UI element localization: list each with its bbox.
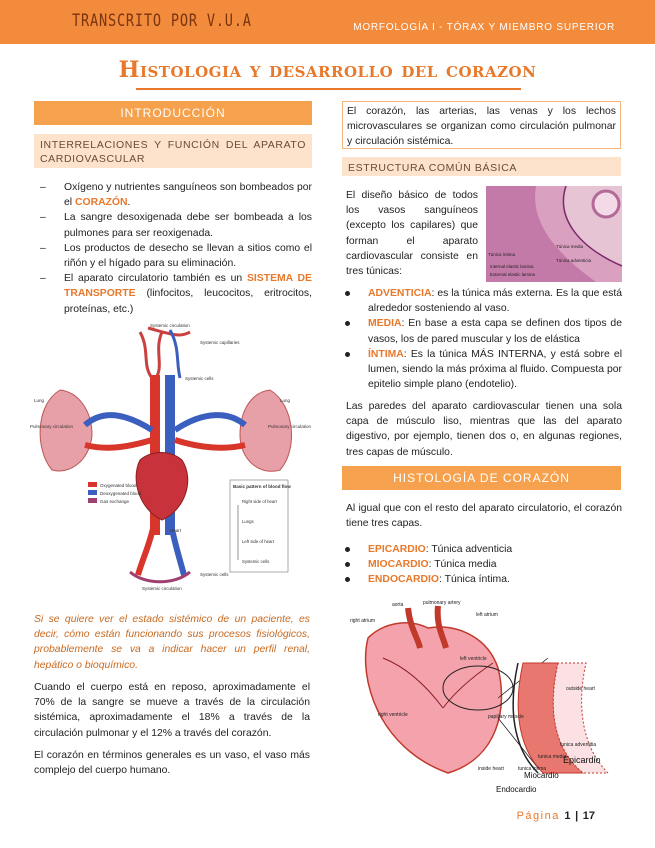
vessel-inset	[593, 191, 619, 217]
title-underline	[136, 88, 521, 90]
structure-heading-bar: ESTRUCTURA COMÚN BÁSICA	[342, 157, 621, 176]
legend-deoxy-swatch	[88, 490, 97, 495]
list-item: ADVENTICIA: es la túnica más externa. Es la que está alrededor sosteniendo al vaso.	[342, 286, 622, 316]
vessel-histology-image	[486, 186, 622, 282]
intro-heading-bar: INTRODUCCIÓN	[34, 101, 312, 125]
flow-step-3: Left side of heart	[242, 539, 275, 544]
label-outside-heart: outside heart	[566, 686, 595, 692]
heart-layers-list	[342, 542, 622, 588]
list-item: – El aparato circulatorio también es un SISTEMA DE TRANSPORTE (linfocitos, leucocitos, eritrocitos, proteínas, etc.)	[34, 271, 312, 317]
label-pulmonary-right: Pulmonary circulation	[268, 424, 312, 429]
heart-wall-diagram	[348, 598, 618, 796]
label-systemic-cells: Systemic cells	[185, 376, 214, 381]
list-item: – Los productos de desecho se llevan a sitios como el riñón y el hígado para su eliminación.	[34, 241, 312, 271]
label-systemic-cells-bottom: Systemic cells	[200, 572, 229, 577]
page-number: 1	[564, 810, 571, 822]
label-epicardio: Epicardio	[563, 755, 601, 765]
legend-gas-swatch	[88, 498, 97, 503]
flow-pattern-title: Basic pattern of blood flow	[233, 484, 291, 489]
transcriber-brand: TRANSCRITO POR V.U.A	[72, 11, 252, 31]
label-left-ventricle: left ventricle	[460, 656, 487, 662]
flow-step-1: Right side of heart	[242, 499, 277, 504]
pulmonary-vein-left	[85, 440, 152, 448]
capillary-bed-top	[140, 328, 190, 378]
flow-step-4: Systemic cells	[242, 559, 270, 564]
label-heart: Heart	[170, 528, 182, 533]
pulmonary-vein-right	[175, 440, 245, 448]
legend-oxy-swatch	[88, 482, 97, 487]
label-pulmonary-left: Pulmonary circulation	[30, 424, 74, 429]
systemic-note: Si se quiere ver el estado sistémico de un paciente, es decir, cómo están funcionando sus procesos fisiológicos, probablemente se va a indicar hacer un perfil renal, hepático o bioquímico.	[34, 614, 310, 671]
label-pulmonary-artery: pulmonary artery	[423, 600, 461, 606]
legend-oxy-label: Oxygenated blood	[100, 483, 137, 488]
histo-label-intima: Túnica íntima	[488, 252, 516, 257]
label-inside-heart: inside heart	[478, 766, 504, 772]
label-papillary-muscle: papillary muscle	[488, 714, 524, 720]
circulation-diagram	[30, 320, 316, 592]
legend-deoxy-label: Deoxygenated blood	[100, 491, 142, 496]
structure-paragraph: El diseño básico de todos los vasos sanguíneos (excepto los capilares) que forman el aparato cardiovascular consiste en tres túnicas:	[346, 190, 478, 278]
flow-step-2: Lungs	[242, 519, 254, 524]
page-total: 17	[582, 810, 595, 822]
capillary-vein-top	[170, 330, 180, 378]
walls-paragraph: Las paredes del aparato cardiovascular tienen una sola capa de músculo liso, mientras que las del aparato digestivo, por ejemplo, tienen dos o, en algunas regiones, tres capas de músculo.	[346, 401, 622, 458]
rest-circulation-paragraph: Cuando el cuerpo está en reposo, aproximadamente el 70% de la sangre se mueve a través de la circulación sistémica, aproximadamente el 18% a través de la circulación pulmonar y el 12% a través del corazón.	[34, 682, 310, 739]
course-title: MORFOLOGÍA I - TÓRAX Y MIEMBRO SUPERIOR	[353, 22, 615, 33]
heart-layers-intro: Al igual que con el resto del aparato circulatorio, el corazón tiene tres capas.	[346, 503, 622, 530]
heart-outline	[366, 623, 502, 773]
label-miocardio: Miocardio	[524, 771, 559, 780]
page-title: Histologia y desarrollo del corazon	[118, 57, 537, 83]
list-item: – Oxígeno y nutrientes sanguíneos son bombeados por el CORAZÓN.	[34, 180, 312, 210]
label-systemic-cells-top: Systemic capillaries	[200, 340, 240, 345]
pulmonary-artery-left	[85, 415, 152, 430]
circulation-organization-box: El corazón, las arterias, las venas y los lechos microvasculares se organizan como circulación pulmonar y circulación sistémica.	[342, 101, 621, 149]
label-tunica-adventitia: tunica adventitia	[560, 742, 597, 748]
list-item: MIOCARDIO: Túnica media	[342, 557, 622, 572]
list-item: – La sangre desoxigenada debe ser bombeada a los pulmones para ser reoxigenada.	[34, 210, 312, 240]
tunics-list	[342, 286, 622, 392]
histo-label-external: External elastic lamina	[490, 272, 536, 277]
label-right-atrium: right atrium	[350, 618, 376, 624]
label-systemic-top: Systemic circulation	[150, 323, 190, 328]
page-word: Página	[516, 810, 560, 822]
label-tunica-media: tunica media	[538, 754, 567, 760]
heart-vessel-paragraph: El corazón en términos generales es un vaso, el vaso más complejo del cuerpo humano.	[34, 750, 310, 777]
list-item: ÍNTIMA: Es la túnica MÁS INTERNA, y está sobre el lumen, siendo la más próxima al fluido. Compuesta por epitelio simple plano (endotelio).	[342, 347, 622, 393]
pulmonary-artery-right	[175, 415, 245, 430]
histo-label-internal: Internal elastic lamina	[490, 264, 534, 269]
list-item: MEDIA: En base a esta capa se definen dos tipos de vasos, los de pared muscular y los de elástica	[342, 316, 622, 346]
legend-gas-label: Gas exchange	[100, 499, 130, 504]
page-separator: |	[575, 810, 579, 822]
list-item: ENDOCARDIO: Túnica íntima.	[342, 572, 622, 587]
subheading-bar: INTERRELACIONES Y FUNCIÓN DEL APARATO CARDIOVASCULAR	[34, 134, 312, 168]
histology-heading-bar: HISTOLOGÍA DE CORAZÓN	[342, 466, 621, 490]
label-lung-right: Lung	[280, 398, 291, 403]
label-aorta: aorta	[392, 602, 404, 608]
heart-shape	[136, 453, 188, 521]
label-tunica-intima: tunica intima	[518, 766, 547, 772]
page-footer	[517, 810, 595, 822]
histo-label-adventitia: Túnica adventicia	[556, 258, 592, 263]
descending-artery	[138, 520, 155, 575]
label-left-atrium: left atrium	[476, 612, 498, 618]
label-systemic-bottom: Systemic circulation	[142, 586, 182, 591]
histo-label-media: Túnica media	[556, 244, 584, 249]
list-item: EPICARDIO: Túnica adventicia	[342, 542, 622, 557]
label-right-ventricle: right ventricle	[378, 712, 408, 718]
label-lung-left: Lung	[34, 398, 45, 403]
page-header	[0, 0, 655, 44]
lung-left	[40, 390, 92, 471]
intro-bullet-list	[34, 180, 312, 317]
label-endocardio: Endocardio	[496, 785, 537, 794]
